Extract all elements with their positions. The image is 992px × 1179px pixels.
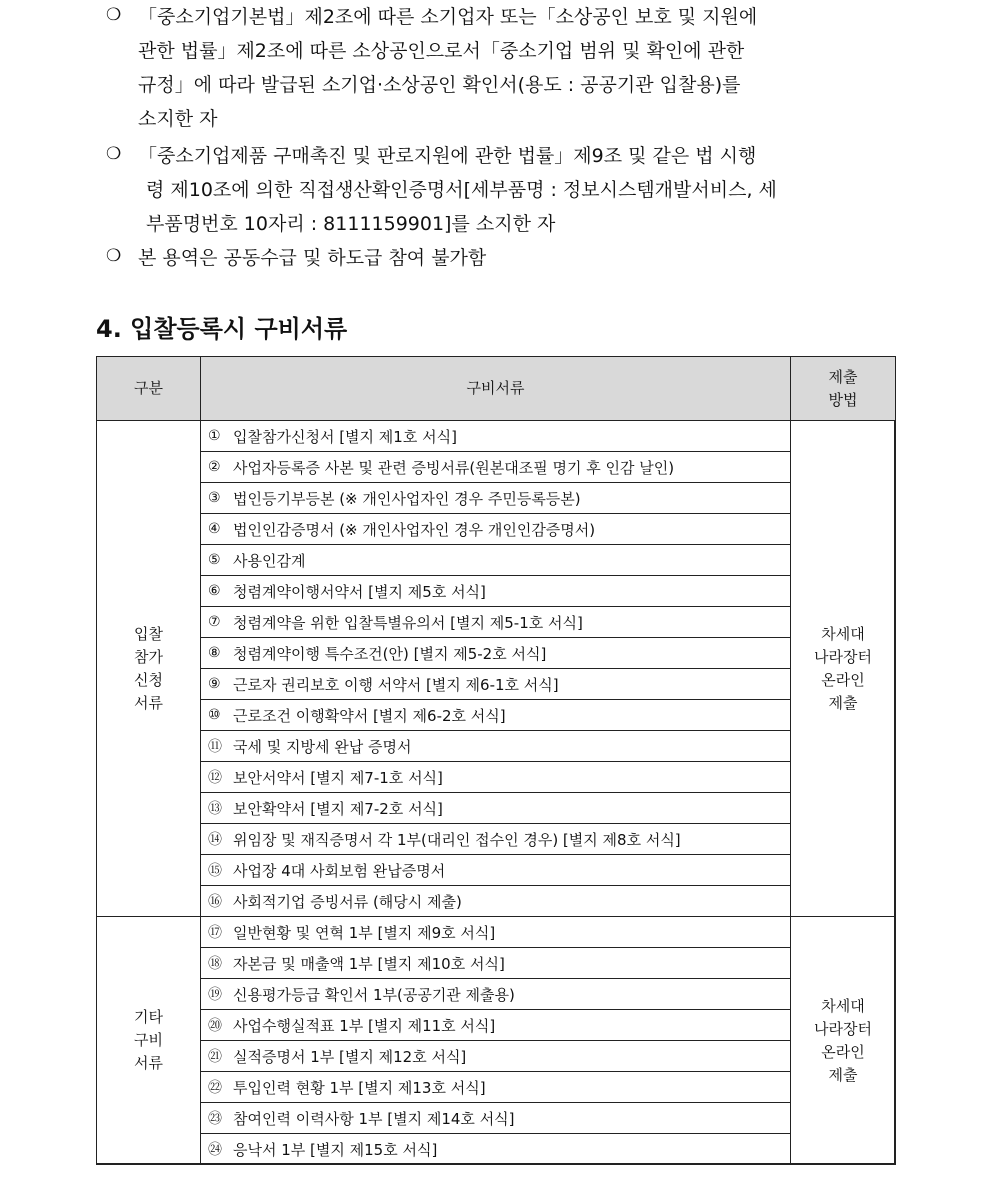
method-cell-text: 차세대 나라장터 온라인 제출 xyxy=(814,624,872,712)
item-number: ① xyxy=(208,428,221,444)
bullet-text-line: 「중소기업기본법」제2조에 따른 소기업자 또는「소상공인 보호 및 지원에 xyxy=(138,6,758,28)
header-documents-text: 구비서류 xyxy=(466,379,525,397)
item-text: 근로자 권리보호 이행 서약서 [별지 제6-1호 서식] xyxy=(233,675,559,694)
table-row xyxy=(200,792,791,824)
bullet-marker-icon: ❍ xyxy=(106,5,122,25)
header-category-text: 구분 xyxy=(134,379,163,397)
item-text: 참여인력 이력사항 1부 [별지 제14호 서식] xyxy=(233,1109,515,1128)
item-number: ⑫ xyxy=(208,770,222,786)
table-row xyxy=(200,1102,791,1134)
item-text: 위임장 및 재직증명서 각 1부(대리인 접수인 경우) [별지 제8호 서식] xyxy=(233,830,681,849)
item-text: 입찰참가신청서 [별지 제1호 서식] xyxy=(233,427,457,446)
table-row xyxy=(200,978,791,1010)
item-number: ⑦ xyxy=(208,614,221,630)
bullet-text-line: 부품명번호 10자리 : 8111159901]를 소지한 자 xyxy=(146,213,556,235)
item-number: ⑮ xyxy=(208,863,222,879)
item-text: 사회적기업 증빙서류 (해당시 제출) xyxy=(233,892,462,911)
item-number: ⑳ xyxy=(208,1018,222,1034)
bullet-marker-icon: ❍ xyxy=(106,246,122,266)
item-text: 청렴계약이행서약서 [별지 제5호 서식] xyxy=(233,582,486,601)
category-cell xyxy=(96,420,201,917)
item-text: 실적증명서 1부 [별지 제12호 서식] xyxy=(233,1047,467,1066)
table-row xyxy=(200,1040,791,1072)
item-text: 사업수행실적표 1부 [별지 제11호 서식] xyxy=(233,1016,496,1035)
item-number: ② xyxy=(208,459,221,475)
item-number: ⑬ xyxy=(208,801,222,817)
bullet-text-line: 규정」에 따라 발급된 소기업·소상공인 확인서(용도 : 공공기관 입찰용)를 xyxy=(138,74,741,96)
table-row xyxy=(200,668,791,700)
item-number: ⑭ xyxy=(208,832,222,848)
table-row xyxy=(200,451,791,483)
item-number: ④ xyxy=(208,521,221,537)
table-row xyxy=(200,420,791,452)
item-number: ㉒ xyxy=(208,1080,222,1096)
item-number: ⑲ xyxy=(208,987,222,1003)
item-number: ⑤ xyxy=(208,552,221,568)
item-number: ⑥ xyxy=(208,583,221,599)
table-row xyxy=(200,606,791,638)
table-row xyxy=(200,885,791,917)
table-row xyxy=(200,699,791,731)
bullet-text-line: 「중소기업제품 구매촉진 및 판로지원에 관한 법률」제9조 및 같은 법 시행 xyxy=(138,145,757,167)
item-text: 국세 및 지방세 완납 증명서 xyxy=(233,737,412,756)
item-number: ⑨ xyxy=(208,676,221,692)
item-number: ⑰ xyxy=(208,925,222,941)
item-text: 법인등기부등본 (※ 개인사업자인 경우 주민등록등본) xyxy=(233,489,581,508)
table-row xyxy=(200,575,791,607)
table-row xyxy=(200,730,791,762)
item-text: 자본금 및 매출액 1부 [별지 제10호 서식] xyxy=(233,954,505,973)
header-method xyxy=(790,356,896,421)
item-text: 청렴계약을 위한 입찰특별유의서 [별지 제5-1호 서식] xyxy=(233,613,583,632)
header-category xyxy=(96,356,201,421)
section-title: 4. 입찰등록시 구비서류 xyxy=(96,315,348,343)
item-text: 투입인력 현황 1부 [별지 제13호 서식] xyxy=(233,1078,486,1097)
table-row xyxy=(200,544,791,576)
required-documents-table xyxy=(96,356,895,1164)
category-cell-text: 입찰 참가 신청 서류 xyxy=(134,624,163,712)
table-row xyxy=(200,916,791,948)
item-number: ⑱ xyxy=(208,956,222,972)
method-cell-text: 차세대 나라장터 온라인 제출 xyxy=(814,996,872,1084)
item-number: ㉓ xyxy=(208,1111,222,1127)
table-row xyxy=(200,1009,791,1041)
table-row xyxy=(200,637,791,669)
method-cell xyxy=(790,420,896,917)
table-row xyxy=(200,513,791,545)
table-row xyxy=(200,482,791,514)
bullet-marker-icon: ❍ xyxy=(106,144,122,164)
header-method-text: 제출 방법 xyxy=(828,367,858,409)
item-text: 법인인감증명서 (※ 개인사업자인 경우 개인인감증명서) xyxy=(233,520,596,539)
item-number: ⑩ xyxy=(208,707,221,723)
bullet-text-line: 본 용역은 공동수급 및 하도급 참여 불가함 xyxy=(138,247,487,269)
item-number: ㉑ xyxy=(208,1049,222,1065)
bullet-text-line: 관한 법률」제2조에 따른 소상공인으로서「중소기업 범위 및 확인에 관한 xyxy=(138,40,745,62)
item-text: 응낙서 1부 [별지 제15호 서식] xyxy=(233,1140,438,1159)
item-text: 신용평가등급 확인서 1부(공공기관 제출용) xyxy=(233,985,515,1004)
item-text: 보안확약서 [별지 제7-2호 서식] xyxy=(233,799,443,818)
bullet-text-line: 령 제10조에 의한 직접생산확인증명서[세부품명 : 정보시스템개발서비스, 세 xyxy=(146,179,777,201)
method-cell xyxy=(790,916,896,1165)
table-row xyxy=(200,1133,791,1165)
item-number: ⑯ xyxy=(208,894,222,910)
item-number: ⑧ xyxy=(208,645,221,661)
table-row xyxy=(200,947,791,979)
table-row xyxy=(200,823,791,855)
item-text: 보안서약서 [별지 제7-1호 서식] xyxy=(233,768,443,787)
item-text: 사업자등록증 사본 및 관련 증빙서류(원본대조필 명기 후 인감 날인) xyxy=(233,458,675,477)
item-text: 일반현황 및 연혁 1부 [별지 제9호 서식] xyxy=(233,923,496,942)
item-number: ⑪ xyxy=(208,739,222,755)
table-row xyxy=(200,854,791,886)
table-row xyxy=(200,1071,791,1103)
item-text: 근로조건 이행확약서 [별지 제6-2호 서식] xyxy=(233,706,506,725)
header-documents xyxy=(200,356,791,421)
item-text: 사업장 4대 사회보험 완납증명서 xyxy=(233,861,446,880)
item-text: 청렴계약이행 특수조건(안) [별지 제5-2호 서식] xyxy=(233,644,547,663)
category-cell-text: 기타 구비 서류 xyxy=(134,1008,163,1072)
item-number: ㉔ xyxy=(208,1142,222,1158)
category-cell xyxy=(96,916,201,1165)
item-number: ③ xyxy=(208,490,221,506)
table-row xyxy=(200,761,791,793)
bullet-text-line: 소지한 자 xyxy=(138,108,218,130)
item-text: 사용인감계 xyxy=(233,551,306,570)
